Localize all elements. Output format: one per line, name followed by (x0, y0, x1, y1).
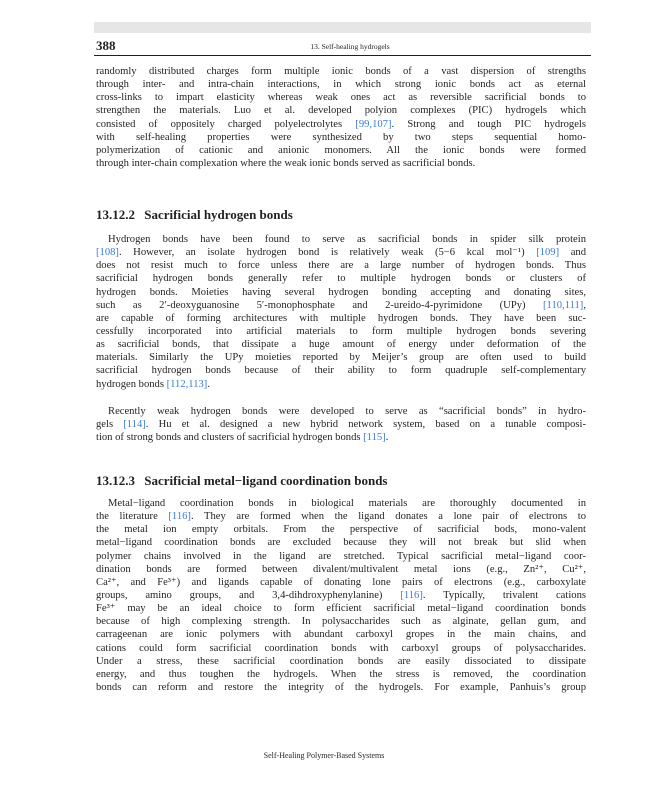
text-line (96, 431, 586, 444)
text-line (96, 418, 586, 431)
text-segment: . However, an isolate hydrogen bond is relatively weak (5−6 kcal mol⁻¹) (118, 247, 537, 259)
section-number: 13.12.3 (96, 473, 135, 488)
text-segment: tion of strong bonds and clusters of sacrificial hydrogen bonds (96, 432, 364, 444)
text-line: Metal−ligand coordination bonds in biological materials are thoroughly documented in (108, 498, 586, 509)
text-segment: the literature (96, 511, 169, 523)
text-line: Ca²⁺, and Fe³⁺) and ligands capable of donating lone pairs of electrons (e.g., carboxylate (96, 576, 586, 588)
text-segment: , (583, 299, 586, 311)
text-line: dination bonds are formed between divalent/multivalent metal ions (e.g., Zn²⁺, Cu²⁺, (96, 563, 586, 575)
text-line: polymerization of cationic and anionic monomers. All the ionic bonds were formed (96, 144, 586, 156)
text-line (96, 299, 586, 312)
footer-book-title: Self-Healing Polymer-Based Systems (263, 751, 385, 760)
text-segment: . Typically, trivalent cations (422, 589, 586, 601)
citation-link[interactable]: [114] (123, 419, 146, 431)
text-line: energy, and thus toughen the hydrogels. When the stress is removed, the coordination (96, 668, 586, 680)
text-segment: and (559, 247, 586, 259)
text-line: the metal ion empty orbitals. From the perspective of sacrificial bods, mono-valent (96, 524, 586, 536)
text-segment: groups, amino groups, and 3,4-dihdroxyphenylanine) (96, 589, 401, 601)
text-segment: . (385, 432, 389, 444)
paragraph-metal-ligand (96, 497, 586, 694)
text-line: bonds can reform and restore the integrity of the hydrogels. For example, Panhuis’s group (96, 681, 586, 693)
text-line: polymer chains involved in the ligand are stretched. Typical sacrificial metal−ligand coor- (96, 550, 586, 562)
text-line: Fe³⁺ may be an ideal choice to form efficient sacrificial metal−ligand coordination bonds (96, 603, 586, 615)
intro-paragraph (96, 65, 586, 170)
running-head: 13. Self-healing hydrogels (310, 42, 390, 51)
citation-link[interactable]: [109] (536, 247, 560, 259)
text-line: Under a stress, these sacrificial coordination bonds are easily dissociated to dissipate (96, 655, 586, 667)
section-title: Sacrificial hydrogen bonds (144, 207, 293, 222)
text-segment: . They are formed when the ligand donates a lone pair of electrons to (190, 511, 586, 523)
text-segment: such as 2′-deoxyguanosine 5′-monophosphate and 2-ureido-4-pyrimidone (UPy) (96, 299, 544, 311)
text-line: carrageenan are ionic polymers with abundant carboxyl gropes in the main chains, and (96, 629, 586, 641)
text-line (96, 378, 586, 391)
text-segment: . Strong and tough PIC hydrogels (391, 118, 587, 130)
text-line (96, 510, 586, 523)
text-segment: . Hu et al. designed a new hybrid network system, based on a tunable composi- (145, 419, 586, 431)
text-line: hydrogen bonds. Moieties having several hydrogen bonding accepting and donating sites, (96, 286, 586, 298)
text-line: strengthen the materials. Luo et al. developed polyion complexes (PIC) hydrogels which (96, 105, 586, 117)
text-line: metal−ligand coordination bonds are excluded because they will not break but slid when (96, 537, 586, 549)
text-line: materials. Similarly the UPy moieties reported by Meijer’s group are often used to build (96, 352, 586, 364)
text-line (96, 589, 586, 602)
text-line: with self-healing properties were synthesized by two steps sequential homo- (96, 131, 586, 143)
text-segment: hydrogen bonds (96, 378, 167, 390)
text-line: are capable of forming architectures with multiple hydrogen bonds. They have been suc- (96, 312, 586, 324)
header-bar (94, 22, 591, 33)
paragraph-hydrogen-1 (96, 233, 586, 391)
text-line: through inter- and intra-chain interactions, in which strong ionic bonds act as eternal (96, 79, 586, 91)
text-line (96, 118, 586, 131)
text-line: through inter-chain complexation where the weak ionic bonds served as sacrificial bonds. (96, 157, 476, 169)
text-line: sacrificial hydrogen bonds generally refer to multiple hydrogen bonds or clusters of (96, 273, 586, 285)
citation-link[interactable]: [110,111] (543, 299, 584, 311)
text-line: does not resist much to force unless there are a large number of hydrogen bonds. Thus (96, 260, 586, 272)
citation-link[interactable]: [112,113] (166, 378, 208, 390)
text-line: as sacrificial bonds, that dissipate a huge amount of energy under deformation of the (96, 339, 586, 351)
section-number: 13.12.2 (96, 207, 135, 222)
text-line (96, 246, 586, 259)
text-line: cations could form sacrificial coordination bonds with carboxyl groups of polysaccharides. (96, 642, 586, 654)
text-segment: gels (96, 419, 124, 431)
citation-link[interactable]: [116] (168, 511, 191, 523)
section-title: Sacrificial metal−ligand coordination bonds (144, 473, 388, 488)
text-segment: consisted of oppositely charged polyelectrolytes (96, 118, 356, 130)
text-line: cessfully incorporated into artificial materials to form multiple hydrogen bonds severing (96, 325, 586, 337)
text-line: randomly distributed charges form multiple ionic bonds of a vast dispersion of strengths (96, 66, 586, 77)
text-line: cross-links to impart elasticity whereas weak ones act as reversible sacrificial bonds to (96, 92, 586, 104)
page-number: 388 (96, 38, 116, 53)
paragraph-hydrogen-2 (96, 405, 586, 444)
text-line: sacrificial hydrogen bonds because of their ability to form quadruple self-complementary (96, 365, 586, 377)
citation-link[interactable]: [115] (363, 432, 386, 444)
citation-link[interactable]: [99,107] (355, 118, 392, 130)
header-rule (94, 55, 591, 56)
text-segment: . (207, 378, 210, 390)
text-line: Recently weak hydrogen bonds were developed to serve as “sacrificial bonds” in hydro- (108, 406, 586, 417)
text-line: Hydrogen bonds have been found to serve as sacrificial bonds in spider silk protein (108, 234, 586, 245)
citation-link[interactable]: [116] (400, 589, 423, 601)
section-heading-13-12-2 (96, 207, 293, 223)
section-heading-13-12-3 (96, 473, 387, 489)
text-line: because of high complexing strength. In polysaccharides such as alginate, gellan gum, and (96, 616, 586, 628)
citation-link[interactable]: [108] (96, 247, 119, 259)
